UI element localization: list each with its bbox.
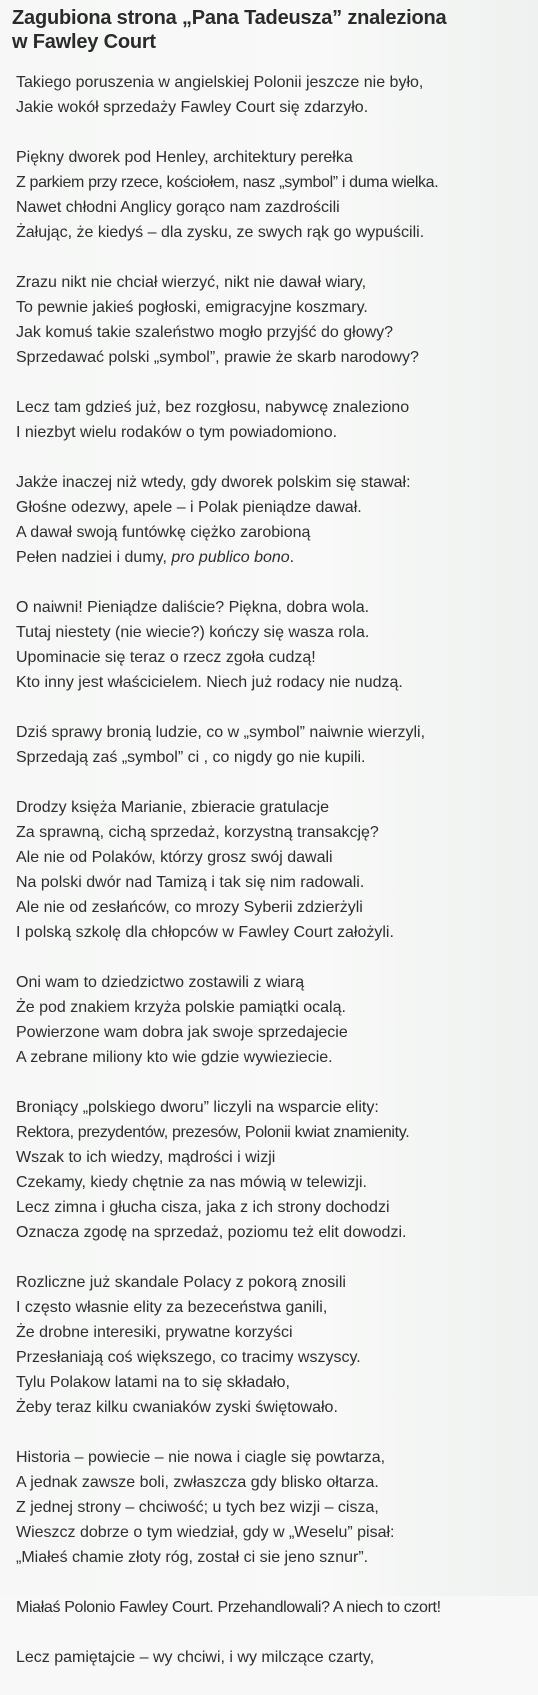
poem-line: Oznacza zgodę na sprzedaż, poziomu też elit dowodzi. <box>16 1224 407 1241</box>
poem-line: Jakże inaczej niż wtedy, gdy dworek polskim się stawał: <box>16 474 411 491</box>
poem-line: Za sprawną, cichą sprzedaż, korzystną transakcję? <box>16 824 379 841</box>
poem-line: Piękny dworek pod Henley, architektury perełka <box>16 149 353 166</box>
stanza <box>16 270 536 370</box>
poem-line: Tylu Polakow latami na to się składało, <box>16 1374 290 1391</box>
poem-line: A jednak zawsze boli, zwłaszcza gdy blisko ołtarza. <box>16 1474 379 1491</box>
poem-line: To pewnie jakieś pogłoski, emigracyjne koszmary. <box>16 299 368 316</box>
poem-line: Jakie wokół sprzedaży Fawley Court się zdarzyło. <box>16 99 369 116</box>
poem-line: Tutaj niestety (nie wiecie?) kończy się wasza rola. <box>16 624 370 641</box>
title-line-1: Zagubiona strona „Pana Tadeusza” znaleziona <box>12 7 447 29</box>
poem-line: I często własnie elity za bezeceństwa ganili, <box>16 1299 328 1316</box>
poem-line: Żałując, że kiedyś – dla zysku, ze swych rąk go wypuścili. <box>16 224 425 241</box>
stanza <box>16 720 536 770</box>
poem-line: „Miałeś chamie złoty róg, został ci sie jeno sznur”. <box>16 1549 369 1566</box>
poem-line: A dawał swoją funtówkę ciężko zarobioną <box>16 524 311 541</box>
poem-line: Historia – powiecie – nie nowa i ciagle się powtarza, <box>16 1449 386 1466</box>
poem-line: Ale nie od zesłańców, co mrozy Syberii zdzierżyli <box>16 899 363 916</box>
poem-line: Lecz tam gdzieś już, bez rozgłosu, nabywcę znaleziono <box>16 399 410 416</box>
stanza <box>16 970 536 1070</box>
poem-line: Miałaś Polonio Fawley Court. Przehandlowali? A niech to czort! <box>16 1599 441 1616</box>
poem-line: Sprzedawać polski „symbol”, prawie że skarb narodowy? <box>16 349 419 366</box>
stanza <box>16 1095 536 1245</box>
poem-line: Rozliczne już skandale Polacy z pokorą znosili <box>16 1274 346 1291</box>
poem-line: Drodzy księża Marianie, zbieracie gratulacje <box>16 799 330 816</box>
poem-line: Takiego poruszenia w angielskiej Polonii jeszcze nie było, <box>16 74 424 91</box>
poem-line: Dziś sprawy bronią ludzie, co w „symbol” naiwnie wierzyli, <box>16 724 426 741</box>
stanza <box>16 395 536 445</box>
stanza <box>16 595 536 695</box>
poem-line: Czekamy, kiedy chętnie za nas mówią w telewizji. <box>16 1174 367 1191</box>
stanza <box>16 1270 536 1420</box>
poem-line: Przesłaniają coś większego, co tracimy wszyscy. <box>16 1349 361 1366</box>
poem-line: Powierzone wam dobra jak swoje sprzedajecie <box>16 1024 348 1041</box>
article-title <box>12 6 532 54</box>
poem-line-text: Pełen nadziei i dumy, <box>16 549 172 566</box>
poem-line: Sprzedają zaś „symbol” ci , co nigdy go nie kupili. <box>16 749 366 766</box>
poem-line: A zebrane miliony kto wie gdzie wywieziecie. <box>16 1049 333 1066</box>
poem-line: O naiwni! Pieniądze daliście? Piękna, dobra wola. <box>16 599 370 616</box>
poem-line: Żeby teraz kilku cwaniaków zyski świętowało. <box>16 1399 338 1416</box>
poem-line: Wszak to ich wiedzy, mądrości i wizji <box>16 1149 276 1166</box>
poem-line: Wieszcz dobrze o tym wiedział, gdy w „Weselu” pisał: <box>16 1524 395 1541</box>
poem-line: Głośne odezwy, apele – i Polak pieniądze dawał. <box>16 499 362 516</box>
poem-line: Lecz pamiętajcie – wy chciwi, i wy milczące czarty, <box>16 1649 375 1666</box>
poem-line: Rektora, prezydentów, prezesów, Polonii kwiat znamienity. <box>16 1124 410 1141</box>
poem-line: Broniący „polskiego dworu” liczyli na wsparcie elity: <box>16 1099 379 1116</box>
poem-body <box>16 70 536 1695</box>
poem-line: Że pod znakiem krzyża polskie pamiątki ocalą. <box>16 999 346 1016</box>
poem-line: Kto inny jest właścicielem. Niech już rodacy nie nudzą. <box>16 674 403 691</box>
poem-line: Na polski dwór nad Tamizą i tak się nim radowali. <box>16 874 365 891</box>
poem-line: Zrazu nikt nie chciał wierzyć, nikt nie dawał wiary, <box>16 274 367 291</box>
stanza <box>16 145 536 245</box>
stanza <box>16 795 536 945</box>
poem-line: Upominacie się teraz o rzecz zgoła cudzą! <box>16 649 316 666</box>
poem-line-punctuation: . <box>289 549 295 566</box>
poem-line: Ale nie od Polaków, którzy grosz swój dawali <box>16 849 333 866</box>
poem-line: Lecz zimna i głucha cisza, jaka z ich strony dochodzi <box>16 1199 390 1216</box>
poem-line: Jak komuś takie szaleństwo mogło przyjść do głowy? <box>16 324 394 341</box>
poem-line: Oni wam to dziedzictwo zostawili z wiarą <box>16 974 305 991</box>
poem-line: Z parkiem przy rzece, kościołem, nasz „symbol” i duma wielka. <box>16 174 439 191</box>
poem-line <box>16 545 536 570</box>
title-line-2: w Fawley Court <box>12 31 156 53</box>
poem-line: Że drobne interesiki, prywatne korzyści <box>16 1324 293 1341</box>
stanza <box>16 1445 536 1570</box>
poem-line: I polską szkolę dla chłopców w Fawley Court założyli. <box>16 924 394 941</box>
poem-line: I niezbyt wielu rodaków o tym powiadomiono. <box>16 424 338 441</box>
latin-phrase: pro publico bono <box>171 549 290 566</box>
stanza <box>16 470 536 570</box>
stanza <box>16 1595 536 1620</box>
poem-line: Z jednej strony – chciwość; u tych bez wizji – cisza, <box>16 1499 379 1516</box>
poem-line: Nawet chłodni Anglicy gorąco nam zazdrościli <box>16 199 340 216</box>
stanza <box>16 1645 536 1670</box>
stanza <box>16 70 536 120</box>
